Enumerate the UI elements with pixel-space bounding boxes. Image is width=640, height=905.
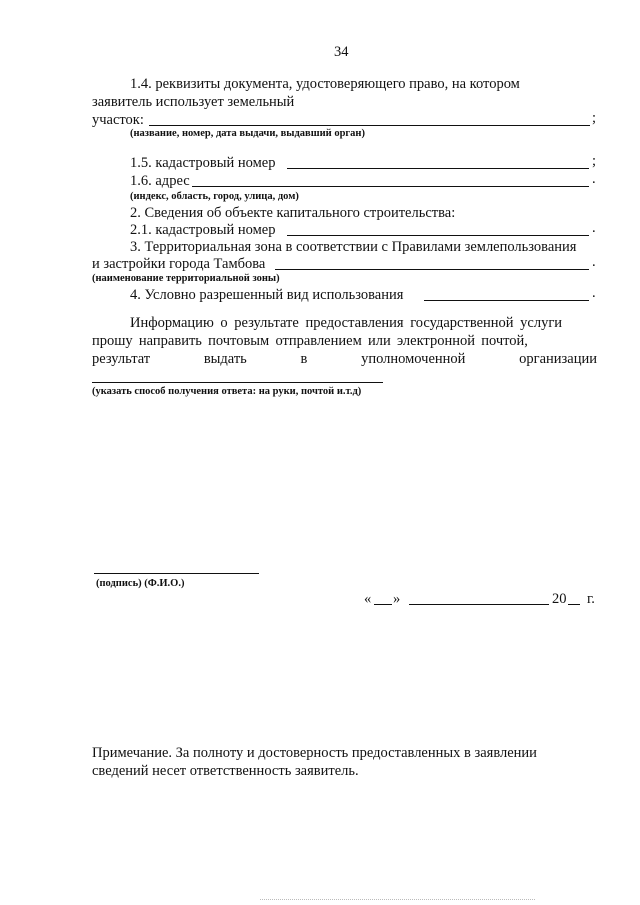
section-1-6-label: 1.6. адрес bbox=[130, 173, 190, 189]
response-method-field[interactable] bbox=[92, 382, 383, 383]
section-2-1-label: 2.1. кадастровый номер bbox=[130, 222, 276, 238]
document-details-caption: (название, номер, дата выдачи, выдавший орган) bbox=[130, 128, 365, 139]
date-open-quote: « bbox=[364, 591, 372, 607]
address-field[interactable] bbox=[192, 186, 589, 187]
permitted-use-field[interactable] bbox=[424, 300, 589, 301]
section-3-line1: 3. Территориальная зона в соответствии с Правилами землепользования bbox=[130, 239, 577, 255]
page-number: 34 bbox=[334, 44, 349, 60]
signature-field[interactable] bbox=[94, 573, 259, 574]
note-line1: Примечание. За полноту и достоверность предоставленных в заявлении bbox=[92, 745, 537, 761]
info-line3 bbox=[92, 351, 597, 368]
section-1-4-line3-label: участок: bbox=[92, 112, 144, 128]
date-year-suffix: г. bbox=[587, 591, 595, 607]
signature-caption: (подпись) (Ф.И.О.) bbox=[96, 578, 185, 589]
section-1-4-line1: 1.4. реквизиты документа, удостоверяющего право, на котором bbox=[130, 76, 520, 92]
land-cadastral-number-field[interactable] bbox=[287, 168, 589, 169]
address-caption: (индекс, область, город, улица, дом) bbox=[130, 191, 299, 202]
section-1-5-label: 1.5. кадастровый номер bbox=[130, 155, 276, 171]
section-1-5-end: ; bbox=[592, 153, 597, 169]
date-day-field[interactable] bbox=[374, 604, 392, 605]
info-word: организации bbox=[519, 351, 597, 367]
section-3-line2-label: и застройки города Тамбова bbox=[92, 256, 266, 272]
info-line1-text: Информацию о результате предоставления государственной услуги bbox=[130, 315, 563, 331]
document-details-field[interactable] bbox=[149, 125, 590, 126]
object-cadastral-number-field[interactable] bbox=[287, 235, 589, 236]
info-word: выдать bbox=[203, 351, 247, 367]
section-4-end: . bbox=[592, 285, 596, 301]
section-4-label: 4. Условно разрешенный вид использования bbox=[130, 287, 404, 303]
date-month-field[interactable] bbox=[409, 604, 549, 605]
territorial-zone-caption: (наименование территориальной зоны) bbox=[92, 273, 280, 284]
info-word: в bbox=[300, 351, 308, 367]
territorial-zone-field[interactable] bbox=[275, 269, 589, 270]
info-word: результат bbox=[92, 351, 151, 367]
date-year-field[interactable] bbox=[568, 604, 580, 605]
date-year-prefix: 20 bbox=[552, 591, 567, 607]
section-3-end: . bbox=[592, 254, 596, 270]
scan-artifact bbox=[260, 899, 535, 900]
section-1-4-line2: заявитель использует земельный bbox=[92, 94, 295, 110]
info-line2: прошу направить почтовым отправлением или электронной почтой, bbox=[92, 333, 528, 349]
info-line1 bbox=[130, 315, 597, 332]
response-method-caption: (указать способ получения ответа: на руки, почтой и.т.д) bbox=[92, 386, 362, 397]
section-2-1-end: . bbox=[592, 220, 596, 236]
section-2-title: 2. Сведения об объекте капитального строительства: bbox=[130, 205, 456, 221]
note-line2: сведений несет ответственность заявитель. bbox=[92, 763, 359, 779]
section-1-6-end: . bbox=[592, 171, 596, 187]
info-word: уполномоченной bbox=[361, 351, 466, 367]
date-close-quote: » bbox=[393, 591, 401, 607]
section-1-4-end: ; bbox=[592, 110, 597, 126]
